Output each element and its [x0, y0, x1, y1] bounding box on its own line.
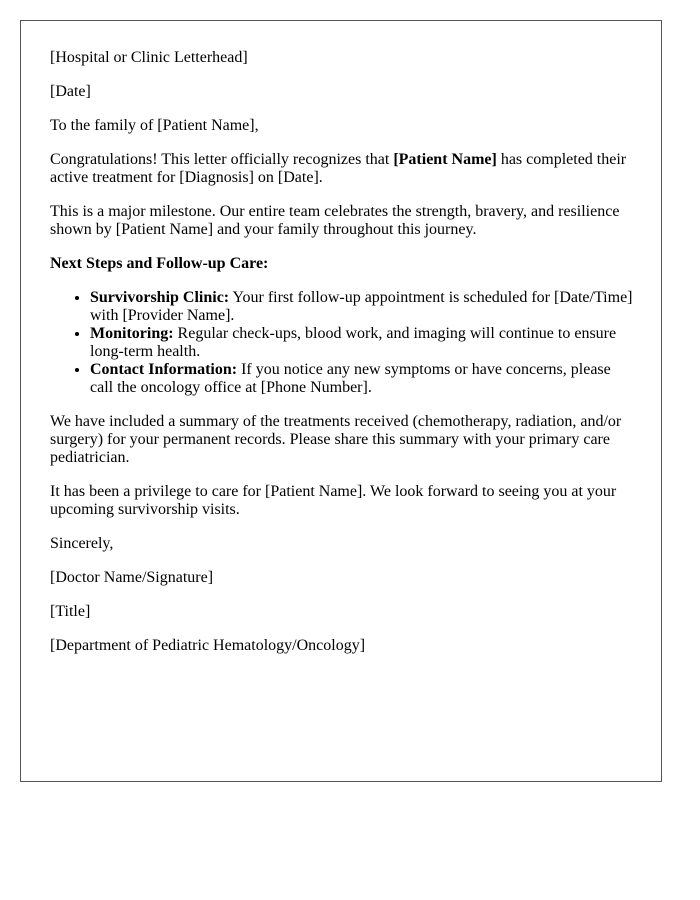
congrats-prefix: Congratulations! This letter officially recognizes that: [50, 151, 394, 168]
list-item-text: If you notice any new symptoms or have concerns, please call the oncology office at [Phone Number].: [90, 361, 611, 396]
congrats-suffix: has completed their active treatment for [Diagnosis] on [Date].: [50, 151, 627, 186]
list-item-text: Regular check-ups, blood work, and imaging will continue to ensure long-term health.: [90, 325, 617, 360]
list-item-text: Your first follow-up appointment is scheduled for [Date/Time] with [Provider Name].: [90, 289, 633, 324]
signature-name: [Doctor Name/Signature]: [50, 569, 214, 586]
milestone-paragraph: This is a major milestone. Our entire team celebrates the strength, bravery, and resilience shown by [Patient Name] and your family throughout this journey.: [50, 203, 620, 238]
closing: Sincerely,: [50, 535, 114, 552]
signature-block: [50, 569, 633, 655]
letterhead: [Hospital or Clinic Letterhead]: [50, 49, 248, 66]
list-item: [90, 361, 633, 397]
signature-department: [Department of Pediatric Hematology/Oncology]: [50, 637, 366, 654]
letter-page: [20, 20, 662, 782]
list-item: [90, 289, 633, 325]
next-steps-list: [50, 289, 633, 397]
next-steps-heading-text: Next Steps and Follow-up Care:: [50, 255, 269, 272]
letter-date: [Date]: [50, 83, 91, 100]
list-item-label: Survivorship Clinic:: [90, 289, 230, 306]
summary-paragraph: We have included a summary of the treatments received (chemotherapy, radiation, and/or surgery) for your permanent records. Please share this summary with your primary care pediatrician.: [50, 413, 622, 466]
patient-name-bold: [Patient Name]: [393, 151, 497, 168]
next-steps-heading: [50, 255, 633, 273]
list-item-label: Monitoring:: [90, 325, 174, 342]
signature-title: [Title]: [50, 603, 91, 620]
list-item-label: Contact Information:: [90, 361, 238, 378]
congratulations-paragraph: [50, 151, 633, 187]
list-item: [90, 325, 633, 361]
salutation: To the family of [Patient Name],: [50, 117, 259, 134]
privilege-paragraph: It has been a privilege to care for [Patient Name]. We look forward to seeing you at your upcoming survivorship visits.: [50, 483, 617, 518]
